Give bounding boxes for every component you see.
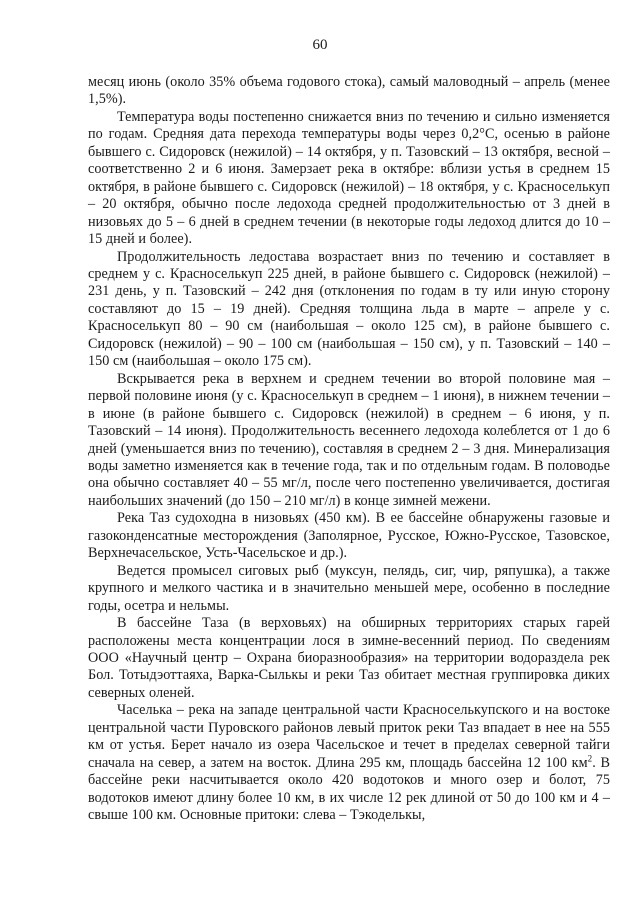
paragraph-ice-duration: Продолжительность ледостава возрастает вниз по течению и составляет в среднем у с. Красноселькуп 225 дней, в районе бывшего с. Сидоровск (нежилой) – 231 день, у п. Тазовский – 242 дня (отклонения по годам в ту или иную сторону составляют до 15 – 19 дней). Средняя толщина льда в марте – апреле у с. Красноселькуп 80 – 90 см (наибольшая – около 125 см), в районе бывшего с. Сидоровск (нежилой) – 90 – 100 см (наибольшая – 150 см), у п. Тазовский – 140 – 150 см (наибольшая – около 175 см).: [88, 248, 610, 370]
paragraph-continuation: месяц июнь (около 35% объема годового стока), самый маловодный – апрель (менее 1,5%).: [88, 74, 610, 108]
page-number: 60: [312, 37, 328, 53]
paragraph-fauna: В бассейне Таза (в верховьях) на обширных территориях старых гарей расположены места концентрации лося в зимне-весенний период. По сведениям ООО «Научный центр – Охрана биоразнообразия» на территории водораздела рек Бол. Тотыдэоттаяха, Варка-Сылькы и реки Таз обитает местная группировка диких северных оленей.: [88, 615, 610, 701]
area-unit-superscript: 2: [587, 752, 593, 763]
paragraph-chaselka-river: [88, 702, 610, 824]
paragraph-navigation: Река Таз судоходна в низовьях (450 км). В ее бассейне обнаружены газовые и газоконденсатные месторождения (Заполярное, Русское, Южно-Русское, Тазовское, Верхнечасельское, Усть-Часельское и др.).: [88, 510, 610, 562]
text-body: [88, 74, 610, 824]
paragraph-water-temperature: Температура воды постепенно снижается вниз по течению и сильно изменяется по годам. Средняя дата перехода температуры воды через 0,2°С, осенью в районе бывшего с. Сидоровск (нежилой) – 14 октября, у п. Тазовский – 13 октября, весной – соответственно 2 и 6 июня. Замерзает река в октябре: вблизи устья в среднем 15 октября, в районе бывшего с. Сидоровск (нежилой) – 18 октября, у с. Красноселькуп – 20 октября, обычно после ледохода средней продолжительностью от 3 дней в низовьях до 5 – 6 дней в среднем течении (в некоторые годы ледоход длится до 10 – 15 дней и более).: [88, 108, 610, 248]
paragraph-fishing: Ведется промысел сиговых рыб (муксун, пелядь, сиг, чир, ряпушка), а также крупного и мелкого частика и в значительно меньшей мере, особенно в последние годы, осетра и нельмы.: [88, 562, 610, 614]
paragraph-ice-breakup: Вскрывается река в верхнем и среднем течении во второй половине мая – первой половине июня (у с. Красноселькуп в среднем – 1 июня), в нижнем течении – в июне (в районе бывшего с. Сидоровск (нежилой) в среднем – 6 июня, у п. Тазовский – 14 июня). Продолжительность весеннего ледохода колеблется от 1 до 6 дней (уменьшается вниз по течению), составляя в среднем 2 – 3 дня. Минерализация воды заметно изменяется как в течение года, так и по отдельным годам. В половодье она обычно составляет 40 – 55 мг/л, после чего постепенно увеличивается, достигая наибольших значений (до 150 – 210 мг/л) в конце зимней межени.: [88, 370, 610, 509]
chaselka-text-end: . В бассейне реки насчитывается около 420 водотоков и много озер и болот, 75 водотоков имеют длину более 10 км, в их числе 12 рек длиной от 50 до 100 км и 4 – свыше 100 км. Основные притоки: слева – Тэкоделькы,: [88, 754, 610, 824]
chaselka-text-start: Часелька – река на западе центральной части Красноселькупского и на востоке центральной части Пуровского районов левый приток реки Таз впадает в нее на 555 км от устья. Берет начало из озера Часельское и течет в пределах северной тайги сначала на север, а затем на восток. Длина 295 км, площадь бассейна 12 100 км: [88, 702, 610, 771]
